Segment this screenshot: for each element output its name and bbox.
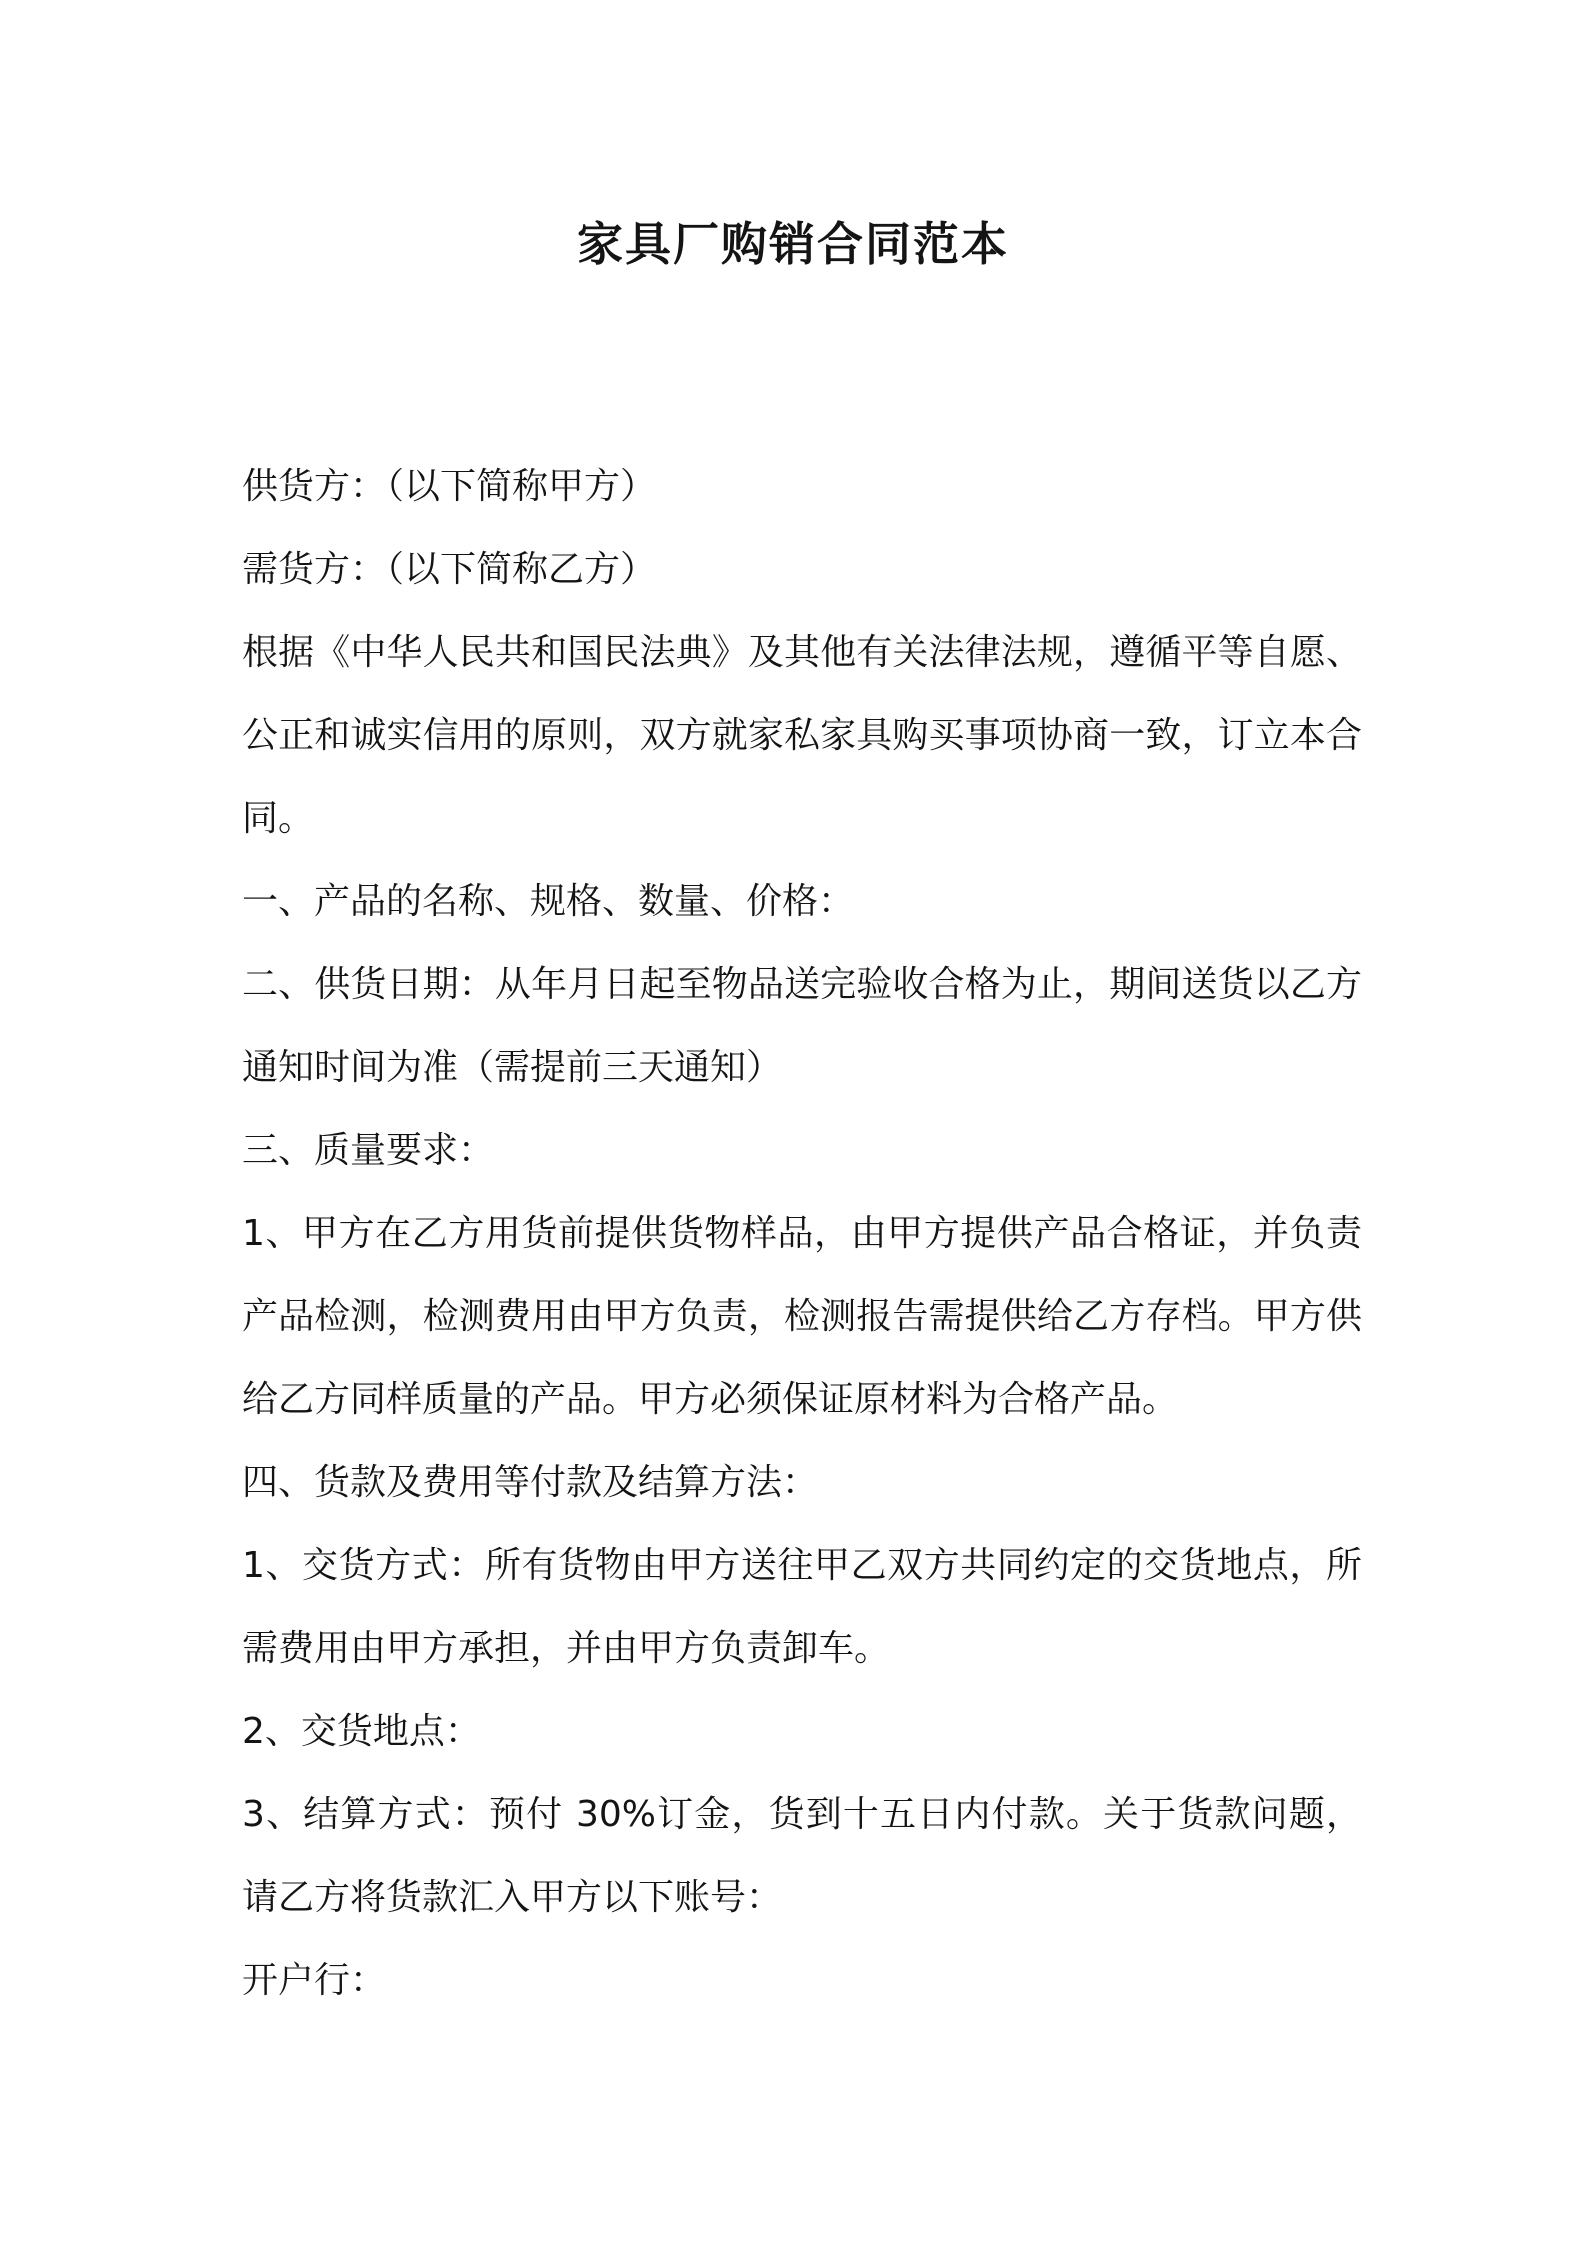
clause-settlement: 3、结算方式：预付 30%订金，货到十五日内付款。关于货款问题，请乙方将货款汇入甲方以下账号：	[242, 1794, 1362, 1918]
paragraph-preamble: 根据《中华人民共和国民法典》及其他有关法律法规，遵循平等自愿、公正和诚实信用的原则，双方就家私家具购买事项协商一致，订立本合同。	[242, 632, 1362, 839]
document-body	[242, 445, 1362, 2022]
paragraph-supplier: 供货方：（以下简称甲方）	[242, 466, 657, 507]
clause-delivery-method: 1、交货方式：所有货物由甲方送往甲乙双方共同约定的交货地点，所需费用由甲方承担，并由甲方负责卸车。	[242, 1545, 1362, 1669]
section-heading-quality: 三、质量要求：	[242, 1130, 495, 1171]
clause-bank: 开户行：	[242, 1960, 387, 2001]
document-title: 家具厂购销合同范本	[577, 217, 1009, 271]
section-heading-payment: 四、货款及费用等付款及结算方法：	[242, 1462, 819, 1503]
clause-quality-1: 1、甲方在乙方用货前提供货物样品，由甲方提供产品合格证，并负责产品检测，检测费用由甲方负责，检测报告需提供给乙方存档。甲方供给乙方同样质量的产品。甲方必须保证原材料为合格产品。	[242, 1213, 1362, 1420]
paragraph-buyer: 需货方：（以下简称乙方）	[242, 549, 657, 590]
section-heading-delivery-date: 二、供货日期：从年月日起至物品送完验收合格为止，期间送货以乙方通知时间为准（需提前三天通知）	[242, 964, 1362, 1088]
clause-delivery-location: 2、交货地点：	[242, 1711, 481, 1752]
section-heading-product: 一、产品的名称、规格、数量、价格：	[242, 881, 855, 922]
